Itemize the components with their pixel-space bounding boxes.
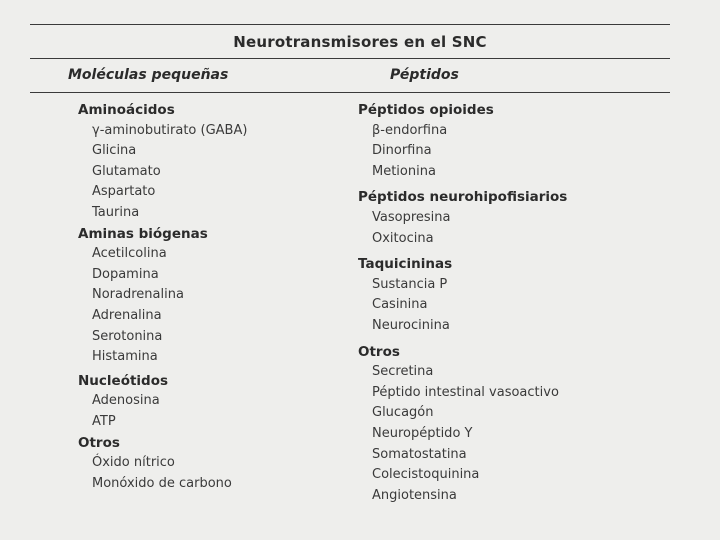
list-item: Dinorfina: [372, 143, 432, 159]
right-column: [358, 100, 567, 506]
group-otros: [78, 433, 247, 495]
list-item: Metionina: [372, 163, 436, 179]
group-aminas-biogenas: [78, 224, 247, 368]
group-aminoacidos: [78, 100, 247, 224]
list-item: Somatostatina: [372, 446, 467, 462]
list-item: Aspartato: [92, 184, 156, 200]
group-title: Otros: [358, 343, 400, 360]
right-column-header: Péptidos: [390, 67, 459, 83]
list-item: Noradrenalina: [92, 287, 184, 303]
list-item: Colecistoquinina: [372, 467, 480, 483]
list-item: Péptido intestinal vasoactivo: [372, 384, 559, 400]
list-item: Dopamina: [92, 266, 159, 282]
list-item: Neuropéptido Y: [372, 425, 473, 441]
group-title: Aminas biógenas: [78, 225, 208, 242]
list-item: Vasopresina: [372, 209, 451, 225]
group-otros: [358, 342, 567, 507]
list-item: Serotonina: [92, 328, 163, 344]
table-title: Neurotransmisores en el SNC: [233, 33, 487, 51]
title-rule: [30, 58, 670, 59]
group-title: Péptidos opioides: [358, 102, 494, 118]
group-taquicininas: [358, 254, 567, 336]
group-title: Péptidos neurohipofisiarios: [358, 189, 568, 206]
list-item: Adenosina: [92, 393, 160, 409]
list-item: Casinina: [372, 297, 428, 313]
header-rule: [30, 92, 670, 93]
left-column: [78, 100, 247, 494]
list-item: Histamina: [92, 349, 158, 365]
group-title: Nucleótidos: [78, 372, 169, 389]
group-title: Otros: [78, 434, 120, 451]
list-item: Óxido nítrico: [92, 455, 175, 471]
list-item: Secretina: [372, 364, 434, 380]
group-peptidos-neurohipofisiarios: [358, 187, 567, 249]
list-item: ATP: [92, 413, 116, 429]
list-item: Adrenalina: [92, 307, 162, 323]
group-title: Taquicininas: [358, 256, 453, 273]
list-item: Sustancia P: [372, 276, 448, 292]
list-item: Neurocinina: [372, 317, 450, 333]
list-item: β-endorfina: [372, 122, 448, 138]
list-item: Oxitocina: [372, 230, 434, 246]
list-item: Acetilcolina: [92, 246, 167, 262]
list-item: Glutamato: [92, 163, 161, 179]
group-nucleotidos: [78, 371, 247, 433]
list-item: Monóxido de carbono: [92, 475, 232, 491]
list-item: Angiotensina: [372, 487, 457, 503]
left-column-header: Moléculas pequeñas: [68, 67, 229, 83]
group-peptidos-opioides: [358, 100, 567, 182]
list-item: γ-aminobutirato (GABA): [92, 122, 248, 138]
group-title: Aminoácidos: [78, 102, 175, 118]
list-item: Taurina: [92, 204, 140, 220]
list-item: Glicina: [92, 143, 137, 159]
top-rule: [30, 24, 670, 25]
list-item: Glucagón: [372, 405, 434, 421]
